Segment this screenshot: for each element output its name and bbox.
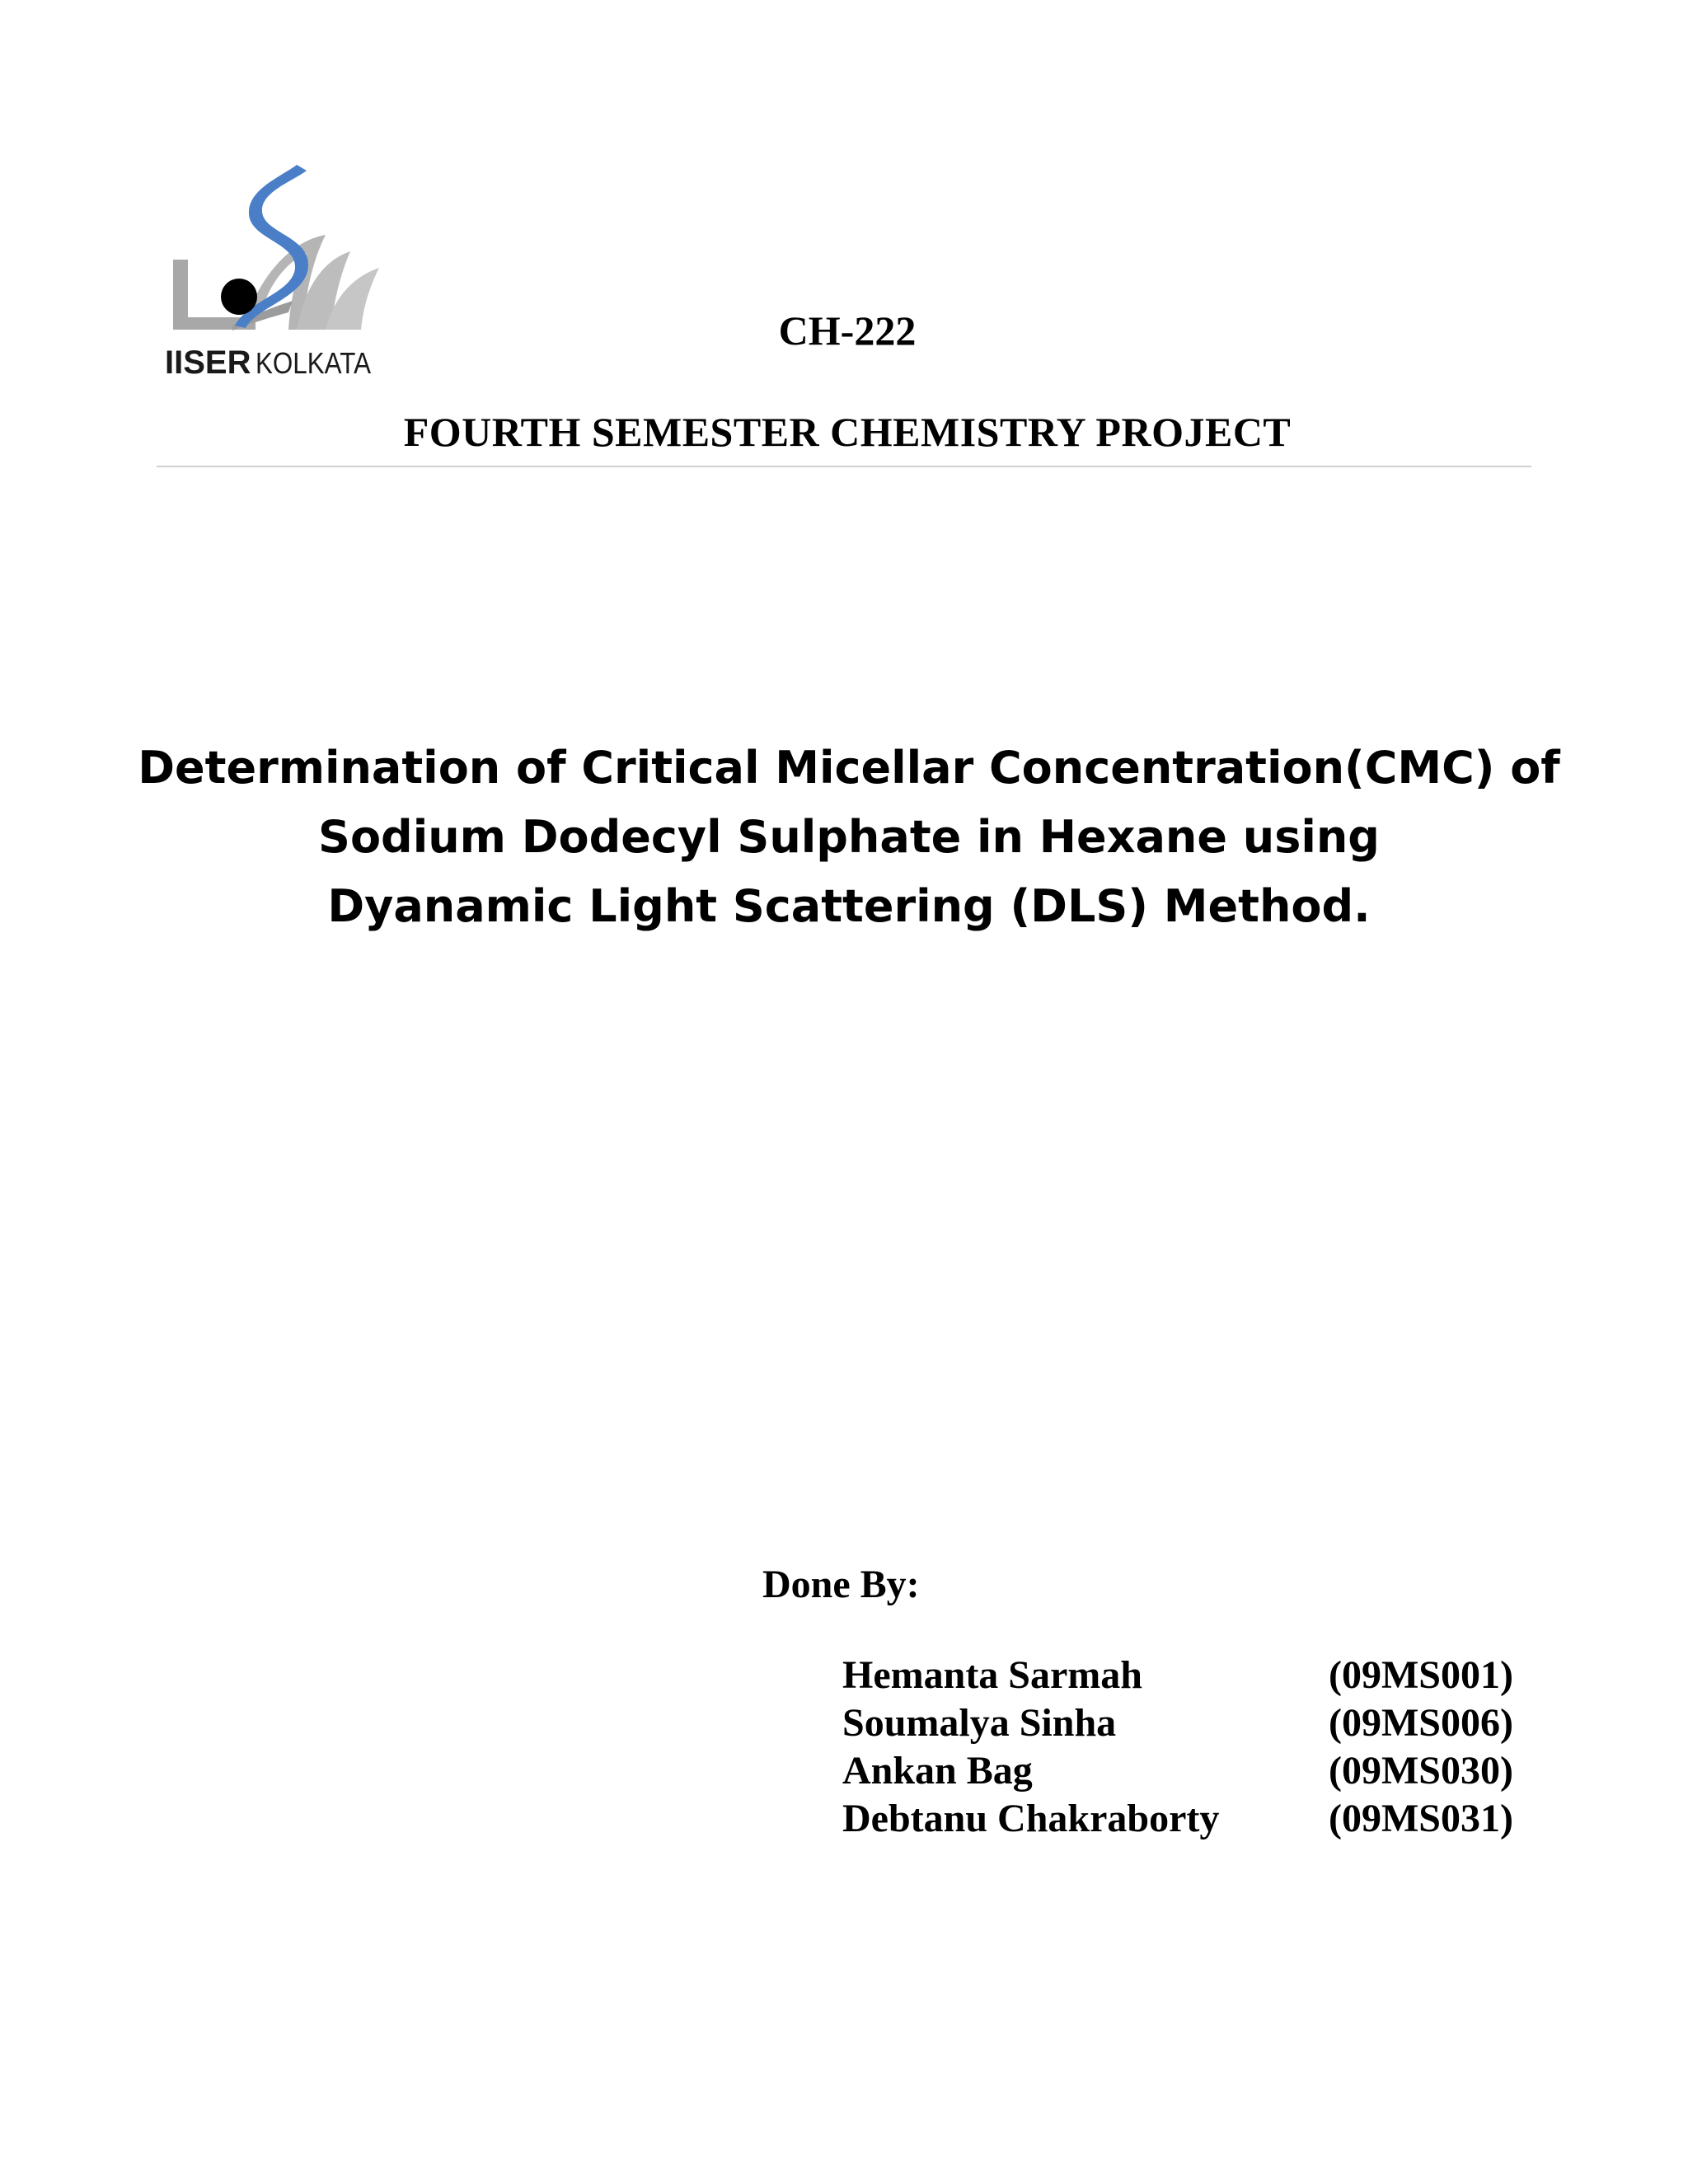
project-title-line-3: Dyanamic Light Scattering (DLS) Method. xyxy=(327,880,1371,932)
author-name: Ankan Bag xyxy=(842,1749,1033,1793)
logo-text-kolkata: KOLKATA xyxy=(256,346,371,380)
done-by-label: Done By: xyxy=(762,1563,920,1606)
author-id: (09MS006) xyxy=(1329,1701,1513,1745)
course-code: CH-222 xyxy=(778,307,917,354)
header-divider xyxy=(157,466,1531,467)
author-id: (09MS030) xyxy=(1329,1749,1513,1793)
author-list xyxy=(842,1652,1551,1844)
author-id: (09MS001) xyxy=(1329,1653,1513,1697)
author-row xyxy=(842,1652,1551,1700)
project-subtitle: FOURTH SEMESTER CHEMISTRY PROJECT xyxy=(403,409,1292,455)
project-title-line-2: Sodium Dodecyl Sulphate in Hexane using xyxy=(318,811,1380,863)
author-id: (09MS031) xyxy=(1329,1797,1513,1840)
author-row xyxy=(842,1796,1551,1844)
author-name: Soumalya Sinha xyxy=(842,1701,1117,1745)
project-title xyxy=(124,733,1574,941)
project-title-line-1: Determination of Critical Micellar Concentration(CMC) of xyxy=(138,742,1560,794)
author-row xyxy=(842,1700,1551,1748)
author-row xyxy=(842,1748,1551,1796)
author-name: Debtanu Chakraborty xyxy=(842,1797,1220,1840)
author-name: Hemanta Sarmah xyxy=(842,1653,1142,1697)
logo-text-iiser: IISER xyxy=(165,344,251,381)
